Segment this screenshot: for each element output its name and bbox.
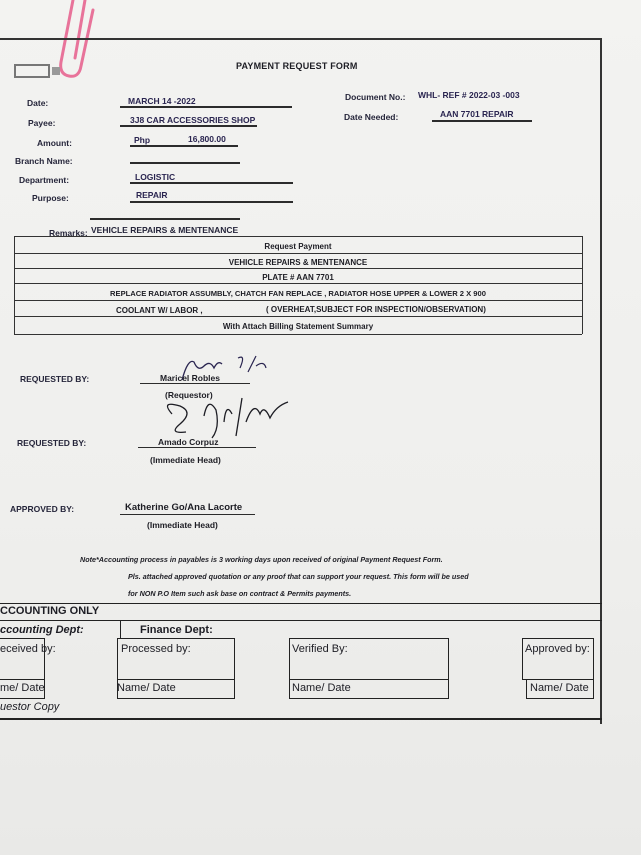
requested-by-label-1: REQUESTED BY:: [20, 374, 90, 384]
accounting-dept-heading: ccounting Dept:: [0, 624, 84, 636]
requestor-name: Maricel Robles: [160, 373, 220, 383]
department-value: LOGISTIC: [135, 172, 176, 182]
remarks-value: VEHICLE REPAIRS & MENTENANCE: [91, 225, 239, 235]
processed-by-label: Processed by:: [121, 643, 191, 655]
payee-label: Payee:: [28, 118, 56, 128]
company-logo: [14, 62, 64, 80]
purpose-label: Purpose:: [32, 193, 69, 203]
form-border: [0, 38, 602, 724]
requestor-role: (Requestor): [165, 390, 213, 400]
department-label: Department:: [19, 175, 70, 185]
date-needed-value: AAN 7701 REPAIR: [440, 109, 514, 119]
remarks-label: Remarks:: [49, 228, 88, 238]
request-row: Request Payment: [264, 242, 332, 251]
amount-label: Amount:: [37, 138, 72, 148]
approver-name: Katherine Go/Ana Lacorte: [125, 502, 243, 513]
request-row: PLATE # AAN 7701: [262, 273, 334, 282]
note-line: for NON P.O Item such ask base on contract & Permits payments.: [128, 589, 352, 598]
note-line: Pls. attached approved quotation or any proof that can support your request. This form will be used: [128, 572, 469, 581]
amount-currency: Php: [134, 135, 151, 145]
docno-label: Document No.:: [345, 92, 406, 102]
requestor-copy-label: uestor Copy: [0, 701, 60, 713]
payee-value: 3J8 CAR ACCESSORIES SHOP: [130, 115, 256, 125]
verified-name-date: Name/ Date: [292, 682, 351, 694]
purpose-value: REPAIR: [136, 190, 168, 200]
approved-name-date: Name/ Date: [530, 682, 589, 694]
processed-name-date: Name/ Date: [117, 682, 176, 694]
received-by-label: eceived by:: [0, 643, 56, 655]
amount-value: 16,800.00: [188, 134, 226, 144]
approved-by-box-label: Approved by:: [525, 643, 590, 655]
date-value: MARCH 14 -2022: [128, 96, 196, 106]
request-row: With Attach Billing Statement Summary: [222, 322, 374, 331]
form-title: PAYMENT REQUEST FORM: [236, 61, 358, 71]
approved-by-label: APPROVED BY:: [10, 504, 75, 514]
immediate-head-role: (Immediate Head): [150, 455, 221, 465]
request-row: VEHICLE REPAIRS & MENTENANCE: [228, 258, 368, 267]
received-name-date: me/ Date: [0, 682, 45, 694]
request-row: REPLACE RADIATOR ASSUMBLY, CHATCH FAN REPLACE , RADIATOR HOSE UPPER & LOWER 2 X 900: [110, 289, 486, 298]
immediate-head-name: Amado Corpuz: [158, 437, 219, 447]
note-line: Note*Accounting process in payables is 3 working days upon received of original Payment Request Form.: [80, 555, 443, 564]
coolant-right: ( OVERHEAT,SUBJECT FOR INSPECTION/OBSERVATION): [266, 305, 486, 314]
requested-by-label-2: REQUESTED BY:: [17, 438, 87, 448]
verified-by-label: Verified By:: [292, 643, 348, 655]
approver-role: (Immediate Head): [147, 520, 218, 530]
docno-value: WHL- REF # 2022-03 -003: [418, 90, 520, 100]
date-needed-label: Date Needed:: [344, 112, 399, 122]
coolant-left: COOLANT W/ LABOR ,: [116, 306, 203, 315]
finance-dept-heading: Finance Dept:: [140, 624, 213, 636]
accounting-only-heading: CCOUNTING ONLY: [0, 605, 100, 617]
branch-label: Branch Name:: [15, 156, 73, 166]
date-label: Date:: [27, 98, 49, 108]
